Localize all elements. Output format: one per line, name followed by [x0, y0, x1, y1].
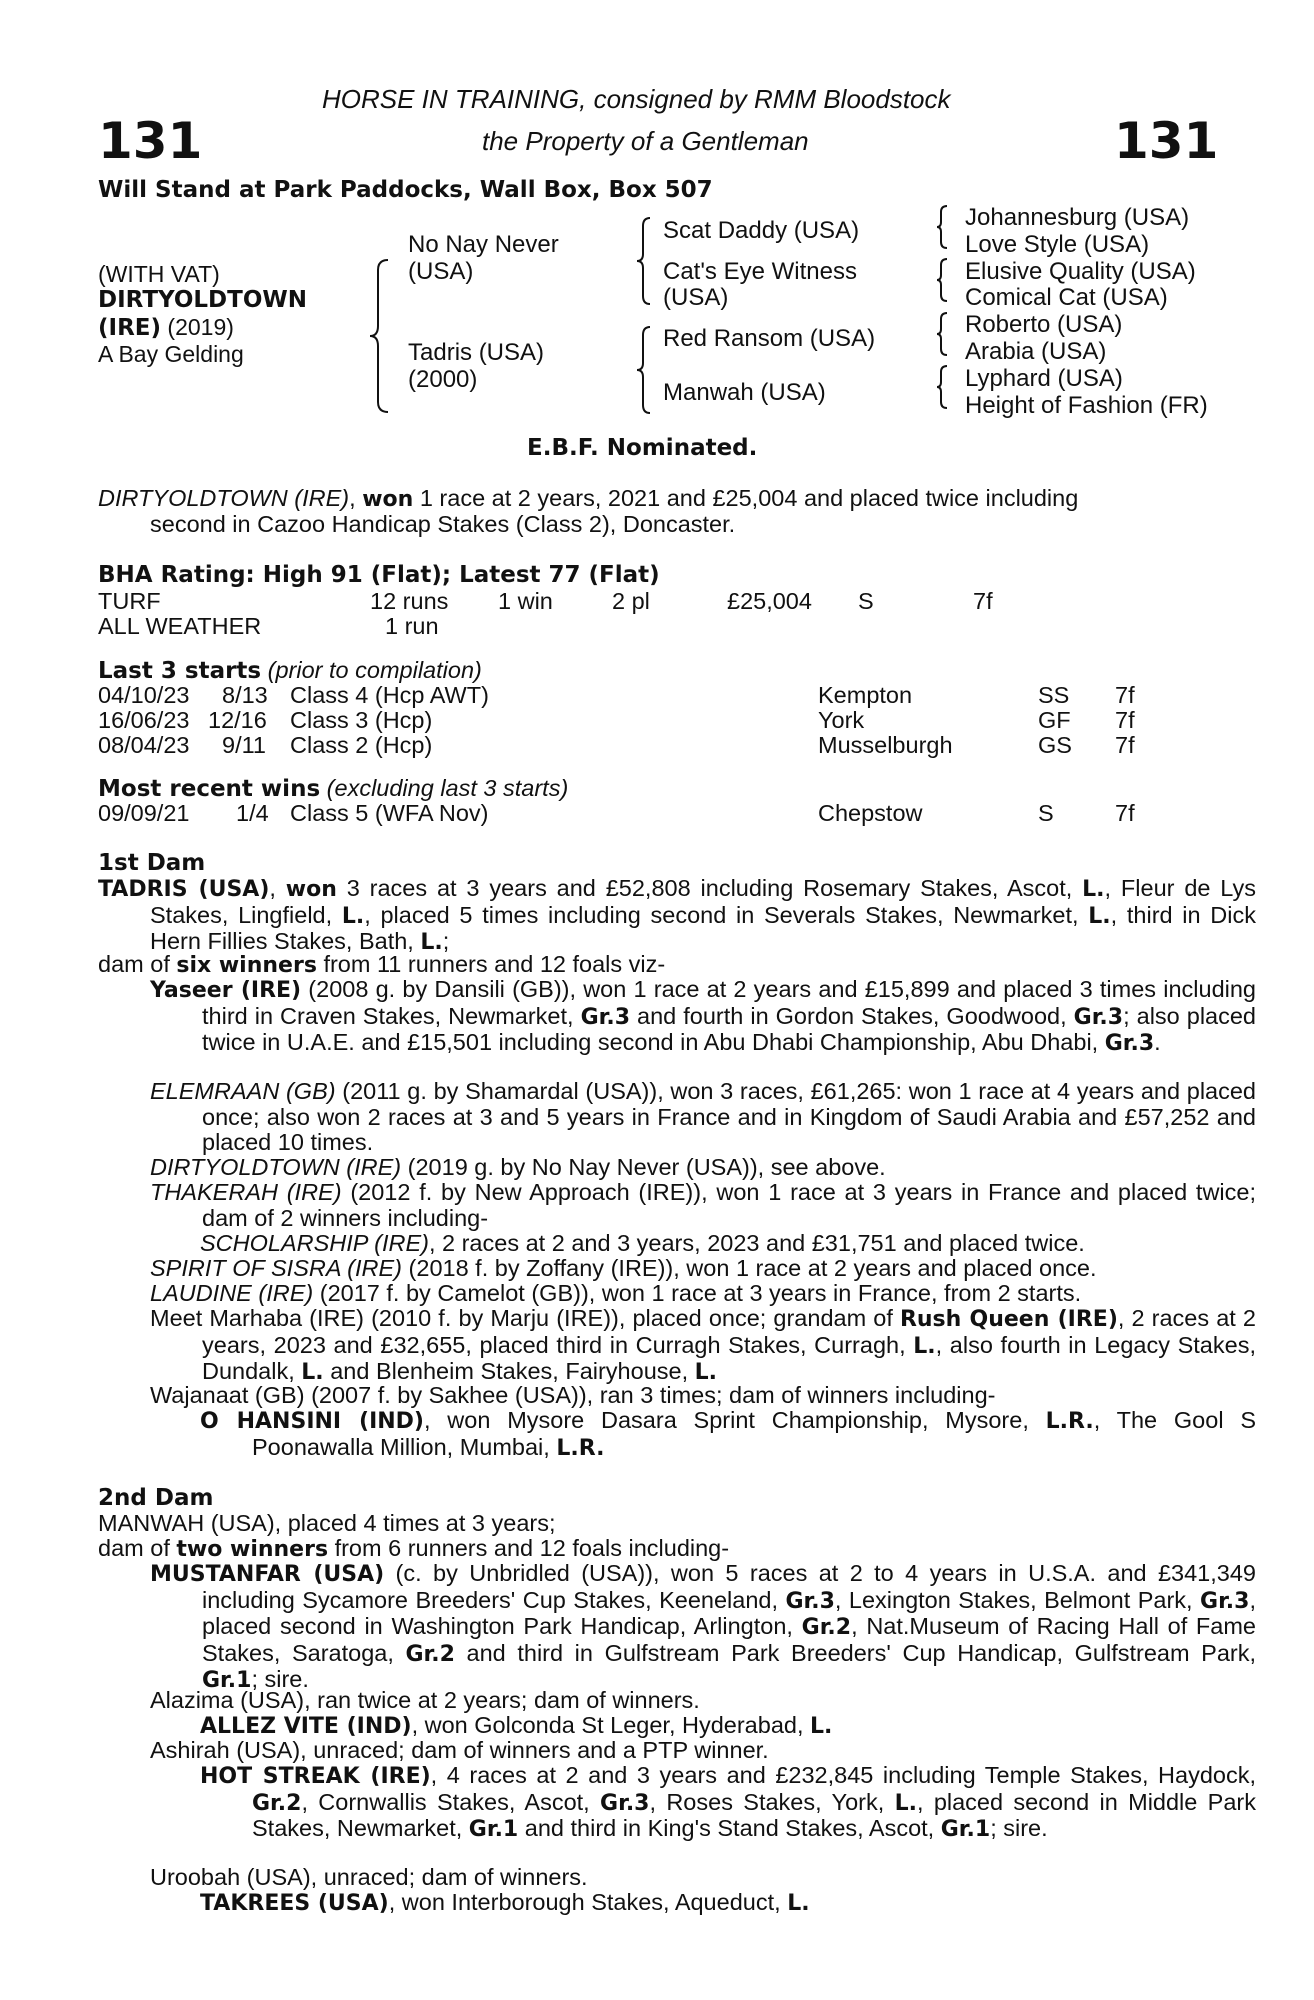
- turf-wins: 1 win: [498, 588, 553, 614]
- horse-origin: (IRE): [98, 315, 162, 341]
- yaseer-paragraph: [150, 977, 1256, 1057]
- sire-dam: Cat's Eye Witness: [663, 258, 857, 285]
- start-1-course: Kempton: [818, 682, 913, 708]
- win-1-dist: 7f: [1115, 800, 1135, 826]
- horse-description: A Bay Gelding: [98, 341, 244, 367]
- listed-mark: L.: [420, 930, 443, 955]
- recent-wins-note: (excluding last 3 starts): [320, 775, 569, 801]
- group3-mark: Gr.3: [600, 1790, 650, 1816]
- allez-vite-name: ALLEZ VITE (IND): [200, 1714, 412, 1739]
- tadris-name: TADRIS (USA): [98, 877, 270, 902]
- thakerah-name: THAKERAH (IRE): [150, 1179, 342, 1205]
- spirit-paragraph: [150, 1256, 1256, 1282]
- mustanfar-name: MUSTANFAR (USA): [150, 1562, 385, 1587]
- laudine-paragraph: [150, 1281, 1256, 1307]
- win-1-date: 09/09/21: [98, 800, 190, 826]
- horse-year: (2019): [167, 314, 234, 340]
- ashirah-paragraph: [150, 1738, 1256, 1764]
- sire-dam-country: (USA): [663, 284, 729, 311]
- start-3-race: Class 2 (Hcp): [290, 732, 433, 758]
- damof-winners: two winners: [176, 1537, 329, 1562]
- meet-text-2: , 2 races at 2 years, 2023 and £32,655, placed third in Curragh Stakes, Curragh,: [202, 1305, 1256, 1358]
- recent-wins-title: Most recent wins: [98, 776, 321, 802]
- group2-mark: Gr.2: [252, 1790, 302, 1816]
- vendor-line: the Property of a Gentleman: [482, 126, 809, 156]
- horse-origin-year: [98, 315, 234, 341]
- hot-streak-text-2: , Cornwallis Stakes, Ascot,: [301, 1788, 601, 1815]
- pedigree-brace-main: [368, 258, 392, 414]
- listed-mark: L.: [1082, 877, 1105, 902]
- mustanfar-text-1: (c. by Unbridled (USA)), won 5 races at 2 to 4 years in U.S.A. and £341,349 including Sycamore Breeders' Cup Stakes, Keeneland,: [202, 1560, 1256, 1613]
- allez-vite-paragraph: [200, 1713, 1256, 1740]
- group3-mark: Gr.3: [580, 1004, 630, 1030]
- second-dam-heading: 2nd Dam: [98, 1485, 214, 1511]
- hot-streak-text-3: , Roses Stakes, York,: [649, 1788, 895, 1815]
- start-3-date: 08/04/23: [98, 732, 190, 758]
- aw-label: ALL WEATHER: [98, 613, 262, 639]
- spirit-name: SPIRIT OF SISRA (IRE): [150, 1255, 403, 1281]
- start-2-race: Class 3 (Hcp): [290, 707, 433, 733]
- takrees-paragraph: [200, 1890, 1256, 1917]
- pedigree-brace-manwah: [935, 364, 949, 410]
- meet-text-4: and Blenheim Stakes, Fairyhouse,: [323, 1358, 695, 1384]
- dam-year: (2000): [408, 366, 478, 393]
- turf-runs: 12 runs: [370, 588, 449, 614]
- scholarship-name: SCHOLARSHIP (IRE): [200, 1230, 429, 1256]
- listed-mark: L.: [301, 1360, 324, 1385]
- start-1-date: 04/10/23: [98, 682, 190, 708]
- yaseer-text-4: .: [1154, 1029, 1161, 1055]
- horse-name: DIRTYOLDTOWN: [98, 287, 308, 313]
- start-1-race: Class 4 (Hcp AWT): [290, 682, 489, 708]
- thakerah-paragraph: [150, 1180, 1256, 1231]
- sire-country: (USA): [408, 258, 474, 285]
- turf-distance: 7f: [973, 588, 993, 614]
- alazima-paragraph: [150, 1688, 1256, 1714]
- start-2-going: GF: [1038, 707, 1071, 733]
- laudine-name: LAUDINE (IRE): [150, 1280, 314, 1306]
- ancestor-roberto: Roberto (USA): [965, 311, 1123, 338]
- turf-label: TURF: [98, 588, 161, 614]
- sire-name: No Nay Never: [408, 231, 559, 258]
- pedigree-brace-red-ransom: [935, 311, 949, 357]
- group3-mark: Gr.3: [785, 1588, 835, 1614]
- hot-streak-text-5: and third in King's Stand Stakes, Ascot,: [518, 1815, 941, 1841]
- listed-mark: L.: [913, 1333, 936, 1359]
- tadris-paragraph: TADRIS (USA), won 3 races at 3 years and £52,808 including Rosemary Stakes, Ascot, L., Fleur de Lys Stakes, Lingfield, L., placed 5 times including second in Severals Stakes, Newmarket, L., third in Dick Hern Fillies Stakes, Bath, L.;: [98, 875, 1257, 955]
- listed-mark: L.: [810, 1714, 833, 1739]
- win-1-course: Chepstow: [818, 800, 923, 826]
- last3-heading: [98, 657, 482, 684]
- group3-mark: Gr.3: [1073, 1004, 1124, 1030]
- uroobah-paragraph: [150, 1865, 1256, 1891]
- turf-going: S: [858, 588, 874, 614]
- ancestor-elusive-quality: Elusive Quality (USA): [965, 258, 1196, 285]
- bha-rating: BHA Rating: High 91 (Flat); Latest 77 (Flat): [98, 562, 660, 588]
- ashirah-text: Ashirah (USA), unraced; dam of winners and a PTP winner.: [150, 1737, 769, 1763]
- meet-text-1: Meet Marhaba (IRE) (2010 f. by Marju (IRE)), placed once; grandam of: [150, 1305, 900, 1331]
- summary-line1: DIRTYOLDTOWN (IRE), won 1 race at 2 years, 2021 and £25,004 and placed twice including: [98, 485, 1079, 512]
- start-1-dist: 7f: [1115, 682, 1135, 708]
- start-2-date: 16/06/23: [98, 707, 190, 733]
- ebf-nomination: E.B.F. Nominated.: [527, 435, 758, 461]
- group2-mark: Gr.2: [801, 1615, 852, 1640]
- summary-horse-name: DIRTYOLDTOWN (IRE): [98, 485, 350, 511]
- tadris-text-2: , Fleur de Lys Stakes, Lingfield,: [150, 875, 1257, 928]
- dirtyoldtown-name: DIRTYOLDTOWN (IRE): [150, 1154, 402, 1180]
- group1-mark: Gr.1: [202, 1668, 252, 1693]
- damof-suffix: from 6 runners and 12 foals including-: [328, 1535, 730, 1561]
- yaseer-text-3: ; also placed twice in U.A.E. and £15,501 including second in Abu Dhabi Championship, Abu Dhabi,: [202, 1002, 1256, 1055]
- listed-mark: L.: [1088, 903, 1111, 929]
- aw-runs: 1 run: [385, 613, 439, 639]
- stand-location: Will Stand at Park Paddocks, Wall Box, Box 507: [98, 177, 713, 203]
- yaseer-text-1: (2008 g. by Dansili (GB)), won 1 race at 2 years and £15,899 and placed 3 times including third in Craven Stakes, Newmarket,: [202, 976, 1256, 1029]
- mustanfar-text-3: , placed second in Washington Park Handicap, Arlington,: [202, 1586, 1256, 1639]
- ancestor-lyphard: Lyphard (USA): [965, 365, 1123, 392]
- dam-name: Tadris (USA): [408, 339, 545, 366]
- wajanaat-paragraph: [150, 1383, 1256, 1409]
- ancestor-arabia: Arabia (USA): [965, 338, 1107, 365]
- scholarship-text: , 2 races at 2 and 3 years, 2023 and £31,751 and placed twice.: [428, 1230, 1085, 1256]
- ancestor-johannesburg: Johannesburg (USA): [965, 204, 1190, 231]
- win-1-going: S: [1038, 800, 1054, 826]
- start-3-course: Musselburgh: [818, 732, 953, 758]
- damof-prefix: dam of: [98, 1535, 177, 1561]
- hot-streak-text-6: ; sire.: [990, 1815, 1048, 1841]
- pedigree-brace-dam: [635, 325, 653, 415]
- wajanaat-text: Wajanaat (GB) (2007 f. by Sakhee (USA)), ran 3 times; dam of winners including-: [150, 1382, 996, 1408]
- dam-sire: Red Ransom (USA): [663, 325, 876, 352]
- takrees-name: TAKREES (USA): [200, 1891, 389, 1916]
- start-3-dist: 7f: [1115, 732, 1135, 758]
- group1-mark: Gr.1: [940, 1817, 991, 1842]
- pedigree-brace-sire: [635, 216, 653, 306]
- group1-mark: Gr.1: [468, 1817, 519, 1842]
- summary-text: 1 race at 2 years, 2021 and £25,004 and placed twice including: [413, 485, 1079, 511]
- elemraan-paragraph: [150, 1079, 1256, 1156]
- o-hansini-text-1: , won Mysore Dasara Sprint Championship, Mysore,: [423, 1407, 1046, 1433]
- spirit-text: (2018 f. by Zoffany (IRE)), won 1 race at 2 years and placed once.: [402, 1255, 1097, 1281]
- mustanfar-text-5: and third in Gulfstream Park Breeders' Cup Handicap, Gulfstream Park,: [454, 1639, 1256, 1666]
- manwah-line: MANWAH (USA), placed 4 times at 3 years;: [98, 1510, 556, 1536]
- uroobah-text: Uroobah (USA), unraced; dam of winners.: [150, 1864, 588, 1890]
- thakerah-text: (2012 f. by New Approach (IRE)), won 1 race at 3 years in France and placed twice; dam of 2 winners including-: [202, 1179, 1256, 1231]
- turf-placed: 2 pl: [612, 588, 650, 614]
- lot-number-right: 131: [1114, 112, 1219, 170]
- allez-vite-text: , won Golconda St Leger, Hyderabad,: [411, 1712, 811, 1738]
- group3-mark: Gr.3: [1200, 1588, 1250, 1614]
- start-2-pos: 12/16: [208, 707, 267, 733]
- group3-mark: Gr.3: [1104, 1031, 1155, 1056]
- dirtyoldtown-text: (2019 g. by No Nay Never (USA)), see above.: [401, 1154, 886, 1180]
- hot-streak-paragraph: [200, 1763, 1256, 1843]
- elemraan-text: (2011 g. by Shamardal (USA)), won 3 races, £61,265: won 1 race at 4 years and placed once; also won 2 races at 3 and 5 years in France and in Kingdom of Saudi Arabia and £57,252 and placed 10 times.: [202, 1078, 1256, 1155]
- damof-winners: six winners: [176, 953, 317, 978]
- start-2-dist: 7f: [1115, 707, 1135, 733]
- listed-restricted-mark: L.R.: [556, 1435, 605, 1461]
- tadris-won: won: [285, 877, 337, 902]
- ancestor-love-style: Love Style (USA): [965, 231, 1150, 258]
- damof-prefix: dam of: [98, 951, 177, 977]
- scholarship-paragraph: [200, 1231, 1256, 1257]
- sire-sire: Scat Daddy (USA): [663, 217, 860, 244]
- lot-number-left: 131: [98, 112, 203, 170]
- alazima-text: Alazima (USA), ran twice at 2 years; dam of winners.: [150, 1687, 700, 1713]
- tadris-text-5: ;: [442, 928, 450, 954]
- hot-streak-text-4: , placed second in Middle Park Stakes, Newmarket,: [252, 1788, 1256, 1841]
- start-1-pos: 8/13: [222, 682, 268, 708]
- last3-note: (prior to compilation): [261, 657, 482, 683]
- win-1-race: Class 5 (WFA Nov): [290, 800, 489, 826]
- dam-dam: Manwah (USA): [663, 379, 826, 406]
- listed-restricted-mark: L.R.: [1045, 1409, 1094, 1434]
- ancestor-comical-cat: Comical Cat (USA): [965, 284, 1168, 311]
- second-dam-summary: [98, 1536, 729, 1562]
- hot-streak-name: HOT STREAK (IRE): [200, 1764, 431, 1789]
- start-3-pos: 9/11: [222, 732, 266, 758]
- yaseer-name: Yaseer (IRE): [150, 978, 302, 1003]
- start-1-going: SS: [1038, 682, 1070, 708]
- pedigree-brace-cats-eye: [935, 257, 949, 303]
- mustanfar-text-4: , Nat.Museum of Racing Hall of Fame Stakes, Saratoga,: [202, 1613, 1257, 1666]
- tadris-text-3: , placed 5 times including second in Severals Stakes, Newmarket,: [364, 901, 1089, 928]
- pedigree-brace-scat-daddy: [935, 204, 949, 250]
- mustanfar-text-6: ; sire.: [251, 1666, 309, 1692]
- yaseer-text-2: and fourth in Gordon Stakes, Goodwood,: [630, 1002, 1074, 1029]
- o-hansini-text-2: , The Gool S Poonawalla Million, Mumbai,: [252, 1407, 1257, 1460]
- first-dam-summary: [98, 952, 665, 978]
- catalogue-heading: HORSE IN TRAINING, consigned by RMM Bloodstock: [322, 84, 951, 114]
- last3-title: Last 3 starts: [98, 658, 262, 684]
- recent-wins-heading: [98, 775, 568, 802]
- win-1-pos: 1/4: [236, 800, 269, 826]
- vat-note: (WITH VAT): [98, 261, 220, 287]
- summary-won: won: [362, 487, 414, 512]
- listed-mark: L.: [694, 1360, 718, 1385]
- elemraan-name: ELEMRAAN (GB): [150, 1078, 336, 1104]
- laudine-text: (2017 f. by Camelot (GB)), won 1 race at 3 years in France, from 2 starts.: [313, 1280, 1082, 1306]
- group2-mark: Gr.2: [405, 1641, 455, 1667]
- mustanfar-text-2: , Lexington Stakes, Belmont Park,: [834, 1586, 1201, 1613]
- ancestor-height-of-fashion: Height of Fashion (FR): [965, 392, 1208, 419]
- meet-text-3: , also fourth in Legacy Stakes, Dundalk,: [202, 1331, 1256, 1384]
- takrees-text: , won Interborough Stakes, Aqueduct,: [388, 1889, 788, 1915]
- meet-marhaba-paragraph: [150, 1306, 1256, 1386]
- dirtyoldtown-paragraph: [150, 1155, 1256, 1181]
- listed-mark: L.: [341, 903, 365, 929]
- damof-suffix: from 11 runners and 12 foals viz-: [316, 951, 666, 977]
- turf-prize: £25,004: [727, 588, 812, 614]
- first-dam-heading: 1st Dam: [98, 850, 206, 876]
- tadris-text-4: , third in Dick Hern Fillies Stakes, Bath,: [150, 901, 1256, 954]
- hot-streak-text-1: , 4 races at 2 and 3 years and £232,845 including Temple Stakes, Haydock,: [430, 1762, 1256, 1788]
- tadris-text-1: 3 races at 3 years and £52,808 including Rosemary Stakes, Ascot,: [336, 875, 1083, 901]
- o-hansini-paragraph: [200, 1408, 1256, 1461]
- mustanfar-paragraph: [150, 1561, 1256, 1694]
- listed-mark: L.: [894, 1790, 917, 1816]
- summary-line2: second in Cazoo Handicap Stakes (Class 2), Doncaster.: [150, 511, 736, 537]
- o-hansini-name: O HANSINI (IND): [200, 1409, 424, 1434]
- rush-queen-name: Rush Queen (IRE): [899, 1307, 1118, 1332]
- start-3-going: GS: [1038, 732, 1072, 758]
- listed-mark: L.: [787, 1891, 810, 1916]
- start-2-course: York: [818, 707, 865, 733]
